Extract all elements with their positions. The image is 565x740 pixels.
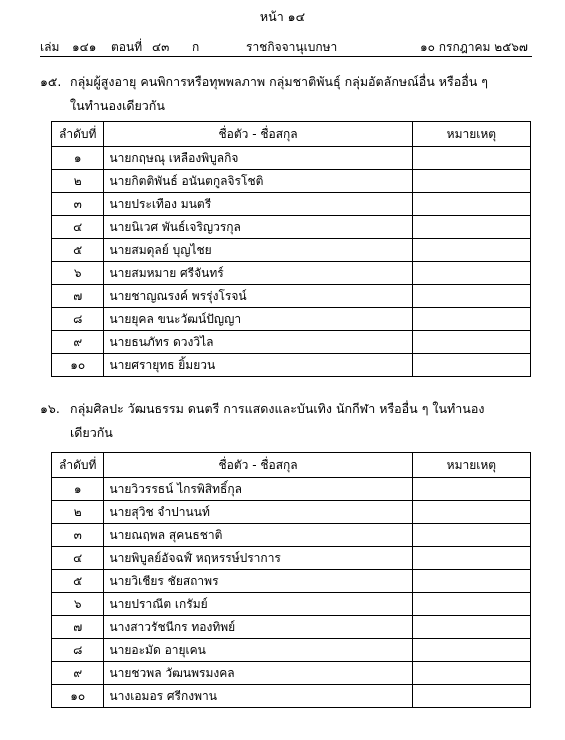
column-remark: หมายเหตุ — [412, 453, 530, 478]
row-order: ๕ — [52, 570, 104, 593]
table-row — [52, 593, 531, 616]
table-row — [52, 331, 531, 354]
table-row — [52, 308, 531, 331]
row-name: นายชาญณรงค์ พรรุ่งโรจน์ — [104, 285, 412, 308]
row-order: ๑ — [52, 478, 104, 501]
row-name: นายณฤพล สุคนธชาติ — [104, 524, 412, 547]
row-order: ๑๐ — [52, 685, 104, 708]
part-label: ตอนที่ — [111, 40, 143, 54]
column-name: ชื่อตัว - ชื่อสกุล — [104, 453, 412, 478]
table-row — [52, 239, 531, 262]
column-order: ลำดับที่ — [52, 453, 104, 478]
row-name: นายยุคล ขนะวัฒน์ปัญญา — [104, 308, 412, 331]
row-remark — [412, 524, 530, 547]
row-remark — [412, 593, 530, 616]
row-name: นายสมหมาย ศรีจันทร์ — [104, 262, 412, 285]
row-remark — [412, 685, 530, 708]
table-row — [52, 570, 531, 593]
section-letter: ก — [192, 40, 200, 54]
row-remark — [412, 478, 530, 501]
section-15-table — [51, 121, 531, 377]
row-remark — [412, 170, 530, 193]
row-order: ๓ — [52, 524, 104, 547]
section-16-line2: เดียวกัน — [70, 425, 113, 440]
row-remark — [412, 262, 530, 285]
row-order: ๘ — [52, 639, 104, 662]
section-16-line1: กลุ่มศิลปะ วัฒนธรรม ดนตรี การแสดงและบันเทิง นักกีฬา หรืออื่น ๆ ในทำนอง — [70, 401, 485, 416]
row-order: ๙ — [52, 662, 104, 685]
row-name: นายนิเวศ พันธ์เจริญวรกุล — [104, 216, 412, 239]
table-row — [52, 685, 531, 708]
publication-name: ราชกิจจานุเบกษา — [246, 40, 338, 54]
row-order: ๘ — [52, 308, 104, 331]
row-order: ๙ — [52, 331, 104, 354]
section-16-number: ๑๖. — [40, 401, 60, 416]
row-remark — [412, 216, 530, 239]
row-name: นายสมดุลย์ บุญไชย — [104, 239, 412, 262]
header-rule — [40, 56, 532, 57]
row-remark — [412, 354, 530, 377]
row-remark — [412, 147, 530, 170]
table-row — [52, 639, 531, 662]
page-number: หน้า ๑๔ — [259, 9, 306, 24]
row-remark — [412, 308, 530, 331]
table-row — [52, 478, 531, 501]
row-remark — [412, 193, 530, 216]
section-15-line1: กลุ่มผู้สูงอายุ คนพิการหรือทุพพลภาพ กลุ่มชาติพันธุ์ กลุ่มอัตลักษณ์อื่น หรืออื่น ๆ — [70, 74, 488, 89]
table-row — [52, 501, 531, 524]
row-remark — [412, 639, 530, 662]
row-order: ๖ — [52, 593, 104, 616]
row-name: นายกิตติพันธ์ อนันตกูลจิรโชติ — [104, 170, 412, 193]
row-order: ๔ — [52, 216, 104, 239]
row-name: นางเอมอร ศรีกงพาน — [104, 685, 412, 708]
row-name: นายชวพล วัฒนพรมงคล — [104, 662, 412, 685]
row-name: นายประเทือง มนตรี — [104, 193, 412, 216]
row-remark — [412, 331, 530, 354]
row-order: ๑๐ — [52, 354, 104, 377]
table-row — [52, 193, 531, 216]
row-order: ๔ — [52, 547, 104, 570]
row-remark — [412, 501, 530, 524]
row-order: ๖ — [52, 262, 104, 285]
row-remark — [412, 547, 530, 570]
row-order: ๓ — [52, 193, 104, 216]
row-name: นายวิเชียร ชัยสถาพร — [104, 570, 412, 593]
table-row — [52, 547, 531, 570]
row-name: นายศรายุทธ ยิ้มยวน — [104, 354, 412, 377]
section-15-title — [40, 70, 532, 118]
row-name: นายวิวรรธน์ ไกรพิสิทธิ์กุล — [104, 478, 412, 501]
row-order: ๑ — [52, 147, 104, 170]
part-number: ๔๓ — [152, 40, 170, 54]
row-remark — [412, 285, 530, 308]
column-remark: หมายเหตุ — [412, 122, 530, 147]
section-16-title — [40, 397, 532, 445]
table-row — [52, 354, 531, 377]
section-16-table — [51, 452, 531, 708]
row-remark — [412, 662, 530, 685]
table-row — [52, 285, 531, 308]
row-order: ๒ — [52, 170, 104, 193]
table-row — [52, 170, 531, 193]
section-15-number: ๑๕. — [40, 74, 62, 89]
row-name: นายสุวิช จำปานนท์ — [104, 501, 412, 524]
row-name: นายปราณีต เกรัมย์ — [104, 593, 412, 616]
table-row — [52, 216, 531, 239]
section-15-line2: ในทำนองเดียวกัน — [70, 98, 165, 113]
table-header-row — [52, 453, 531, 478]
table-row — [52, 616, 531, 639]
column-order: ลำดับที่ — [52, 122, 104, 147]
row-order: ๒ — [52, 501, 104, 524]
table-header-row — [52, 122, 531, 147]
volume-label: เล่ม — [40, 40, 60, 54]
table-row — [52, 262, 531, 285]
row-name: นายอะมัด อายุเคน — [104, 639, 412, 662]
row-order: ๗ — [52, 616, 104, 639]
row-order: ๗ — [52, 285, 104, 308]
row-name: นายธนภัทร ดวงวิไล — [104, 331, 412, 354]
row-remark — [412, 239, 530, 262]
table-row — [52, 524, 531, 547]
row-name: นายพิบูลย์อัจฉฬ์ หฤหรรษ์ปราการ — [104, 547, 412, 570]
row-order: ๕ — [52, 239, 104, 262]
row-remark — [412, 570, 530, 593]
row-remark — [412, 616, 530, 639]
row-name: นางสาวรัชนีกร ทองทิพย์ — [104, 616, 412, 639]
table-row — [52, 662, 531, 685]
volume-number: ๑๔๑ — [72, 40, 97, 54]
table-row — [52, 147, 531, 170]
column-name: ชื่อตัว - ชื่อสกุล — [104, 122, 412, 147]
row-name: นายกฤษณุ เหลืองพิบูลกิจ — [104, 147, 412, 170]
publication-date: ๑๐ กรกฎาคม ๒๕๖๗ — [420, 40, 528, 54]
